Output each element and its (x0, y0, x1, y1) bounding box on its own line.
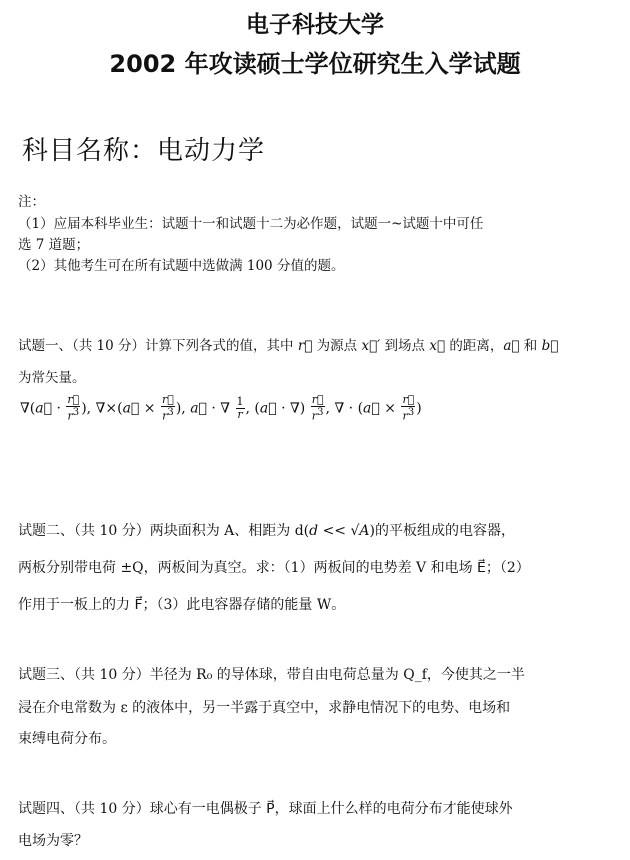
q1-text-d: 的距离， (445, 338, 504, 354)
notes-heading: 注： (18, 194, 45, 210)
q1-text-e: 和 (519, 338, 542, 354)
question-4-line-1: 试题四、（共 10 分）球心有一电偶极子 P⃗，球面上什么样的电荷分布才能使球外 (18, 801, 513, 817)
exam-title: 2002 年攻读硕士学位研究生入学试题 (109, 50, 521, 78)
question-1-line-1 (18, 336, 558, 356)
question-2-line-1 (18, 520, 515, 540)
question-2-line-3: 作用于一板上的力 F⃗；（3）此电容器存储的能量 W。 (18, 597, 346, 613)
notes-line-2: （2）其他考生可在所有试题中选做满 100 分值的题。 (18, 258, 345, 274)
question-3-line-2: 浸在介电常数为 ε 的液体中，另一半露于真空中，求静电情况下的电势、电场和 (18, 700, 511, 716)
q1-a-vector: a⃗ (503, 338, 520, 354)
question-3-line-3: 束缚电荷分布。 (18, 731, 116, 747)
notes-line-1: （1）应届本科毕业生：试题十一和试题十二为必作题，试题一~试题十中可任 (18, 216, 484, 232)
q1-text-b: 为源点 (312, 338, 362, 354)
q2-text-b: )的平板组成的电容器， (369, 523, 515, 539)
q1-x-prime: x⃗′ (361, 338, 381, 354)
q1-x-vector: x⃗ (429, 338, 446, 354)
question-1-line-2: 为常矢量。 (18, 370, 86, 386)
q1-r-vector: r⃗ (297, 338, 313, 354)
subject-name: 科目名称：电动力学 (22, 136, 266, 166)
question-2-line-2: 两板分别带电荷 ±Q，两板间为真空。求：（1）两板间的电势差 V 和电场 E⃗；（2） (18, 560, 530, 576)
question-3-line-1: 试题三、（共 10 分）半径为 R₀ 的导体球，带自由电荷总量为 Q_f，今使其之一半 (18, 667, 525, 683)
university-title: 电子科技大学 (246, 12, 384, 38)
q2-text-a: 试题二、（共 10 分）两块面积为 A、相距为 d( (18, 523, 310, 539)
question-1-formulas: ∇(a⃗ · $\frac{r⃗}{r^3}$ ), ∇×(a⃗ × $\frac{r⃗}{r^3}$ ), a⃗ · ∇ $\frac{1}{r}$ , (a⃗ · ∇) $\frac{r⃗}{r^3}$ , ∇ · (a⃗ × $\frac{r⃗}{r^3}$ ) (20, 393, 422, 423)
question-4-line-2: 电场为零？ (18, 833, 88, 849)
q1-text-c: 到场点 (380, 338, 430, 354)
q2-condition: d << √A (309, 523, 370, 539)
q1-text-a: 试题一、（共 10 分）计算下列各式的值，其中 (18, 338, 298, 354)
notes-line-1b: 选 7 道题； (18, 237, 90, 253)
q1-b-vector: b⃗ (541, 338, 559, 354)
